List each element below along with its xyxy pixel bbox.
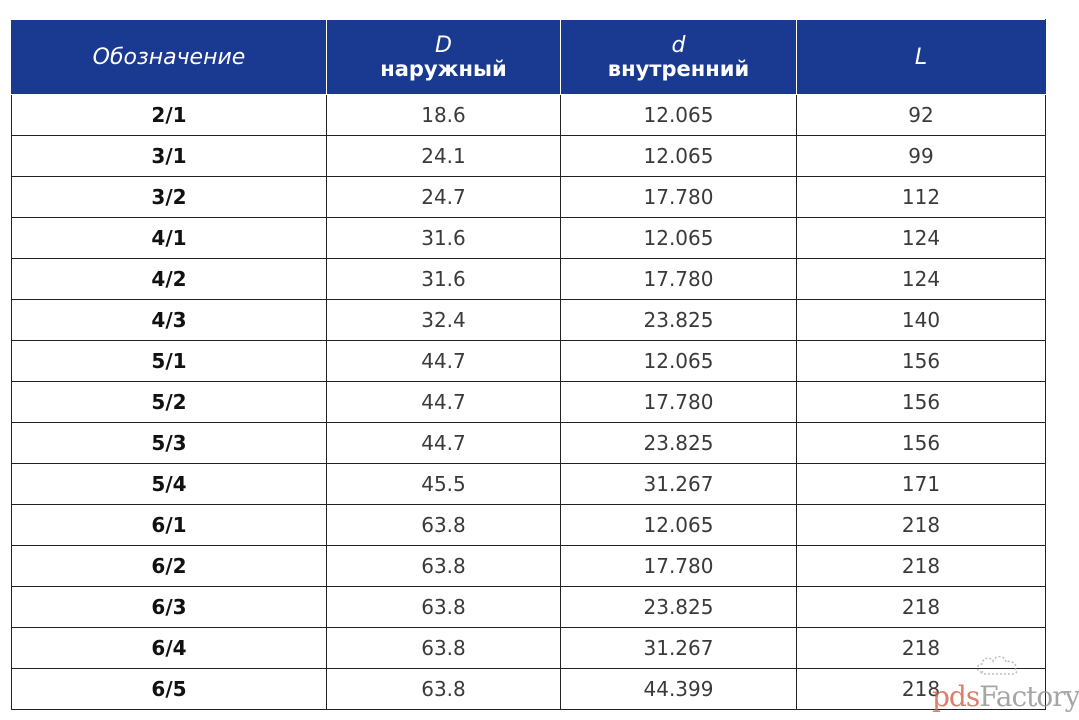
cell-length: 124 [797, 259, 1046, 300]
table-row [12, 300, 1046, 341]
cell-designation: 5/4 [12, 464, 327, 505]
cell-inner-diameter: 12.065 [561, 136, 797, 177]
cell-inner-diameter: 12.065 [561, 505, 797, 546]
cell-designation: 6/2 [12, 546, 327, 587]
cloud-icon [974, 652, 1022, 676]
cell-designation: 6/3 [12, 587, 327, 628]
table-header [12, 20, 1046, 95]
watermark [928, 652, 1079, 720]
cell-outer-diameter: 63.8 [327, 546, 561, 587]
cell-designation: 5/1 [12, 341, 327, 382]
cell-length: 218 [797, 546, 1046, 587]
header-outer-diameter [327, 20, 561, 95]
header-inner-diameter-symbol: d [671, 33, 686, 58]
cell-designation: 3/1 [12, 136, 327, 177]
cell-designation: 6/5 [12, 669, 327, 710]
cell-inner-diameter: 23.825 [561, 300, 797, 341]
header-inner-diameter-label: внутренний [607, 57, 750, 81]
cell-inner-diameter: 17.780 [561, 382, 797, 423]
cell-designation: 6/1 [12, 505, 327, 546]
cell-designation: 2/1 [12, 95, 327, 136]
header-designation-label: Обозначение [92, 44, 246, 70]
cell-designation: 4/2 [12, 259, 327, 300]
cell-inner-diameter: 12.065 [561, 218, 797, 259]
watermark-prefix: pds [932, 680, 980, 713]
spec-table [11, 19, 1046, 710]
header-length-label: L [914, 44, 928, 70]
table-row [12, 136, 1046, 177]
cell-designation: 5/2 [12, 382, 327, 423]
cell-length: 218 [797, 505, 1046, 546]
cell-inner-diameter: 31.267 [561, 628, 797, 669]
table-row [12, 341, 1046, 382]
cell-inner-diameter: 17.780 [561, 546, 797, 587]
cell-length: 156 [797, 382, 1046, 423]
cell-length: 171 [797, 464, 1046, 505]
table-row [12, 464, 1046, 505]
cell-outer-diameter: 24.1 [327, 136, 561, 177]
cell-inner-diameter: 17.780 [561, 259, 797, 300]
table-row [12, 587, 1046, 628]
cell-outer-diameter: 45.5 [327, 464, 561, 505]
cell-inner-diameter: 23.825 [561, 423, 797, 464]
cell-inner-diameter: 44.399 [561, 669, 797, 710]
table-row [12, 218, 1046, 259]
cell-designation: 5/3 [12, 423, 327, 464]
table-row [12, 95, 1046, 136]
table-row [12, 505, 1046, 546]
cell-outer-diameter: 31.6 [327, 218, 561, 259]
cell-length: 92 [797, 95, 1046, 136]
table-row [12, 423, 1046, 464]
cell-length: 156 [797, 423, 1046, 464]
header-outer-diameter-symbol: D [435, 33, 452, 58]
cell-inner-diameter: 17.780 [561, 177, 797, 218]
cell-designation: 4/1 [12, 218, 327, 259]
table-row [12, 546, 1046, 587]
cell-outer-diameter: 44.7 [327, 423, 561, 464]
table-row [12, 259, 1046, 300]
watermark-suffix: Factory [979, 680, 1079, 713]
cell-length: 218 [797, 669, 1046, 710]
cell-outer-diameter: 24.7 [327, 177, 561, 218]
header-inner-diameter [561, 20, 797, 95]
cell-length: 140 [797, 300, 1046, 341]
cell-outer-diameter: 63.8 [327, 587, 561, 628]
cell-length: 156 [797, 341, 1046, 382]
cell-length: 112 [797, 177, 1046, 218]
table-row [12, 177, 1046, 218]
cell-outer-diameter: 18.6 [327, 95, 561, 136]
cell-outer-diameter: 31.6 [327, 259, 561, 300]
cell-outer-diameter: 32.4 [327, 300, 561, 341]
cell-outer-diameter: 44.7 [327, 341, 561, 382]
cell-inner-diameter: 12.065 [561, 95, 797, 136]
cell-length: 99 [797, 136, 1046, 177]
cell-length: 218 [797, 628, 1046, 669]
cell-inner-diameter: 12.065 [561, 341, 797, 382]
header-designation [12, 20, 327, 95]
watermark-text [932, 680, 1079, 714]
cell-inner-diameter: 31.267 [561, 464, 797, 505]
table-row [12, 628, 1046, 669]
header-row [12, 20, 1046, 95]
cell-length: 124 [797, 218, 1046, 259]
cell-outer-diameter: 63.8 [327, 505, 561, 546]
cell-designation: 6/4 [12, 628, 327, 669]
header-outer-diameter-label: наружный [380, 57, 507, 81]
cell-length: 218 [797, 587, 1046, 628]
cell-outer-diameter: 63.8 [327, 628, 561, 669]
cell-outer-diameter: 63.8 [327, 669, 561, 710]
cell-designation: 4/3 [12, 300, 327, 341]
cell-outer-diameter: 44.7 [327, 382, 561, 423]
header-length [797, 20, 1046, 95]
cell-inner-diameter: 23.825 [561, 587, 797, 628]
table-row [12, 669, 1046, 710]
table-body [12, 95, 1046, 710]
cell-designation: 3/2 [12, 177, 327, 218]
table-row [12, 382, 1046, 423]
